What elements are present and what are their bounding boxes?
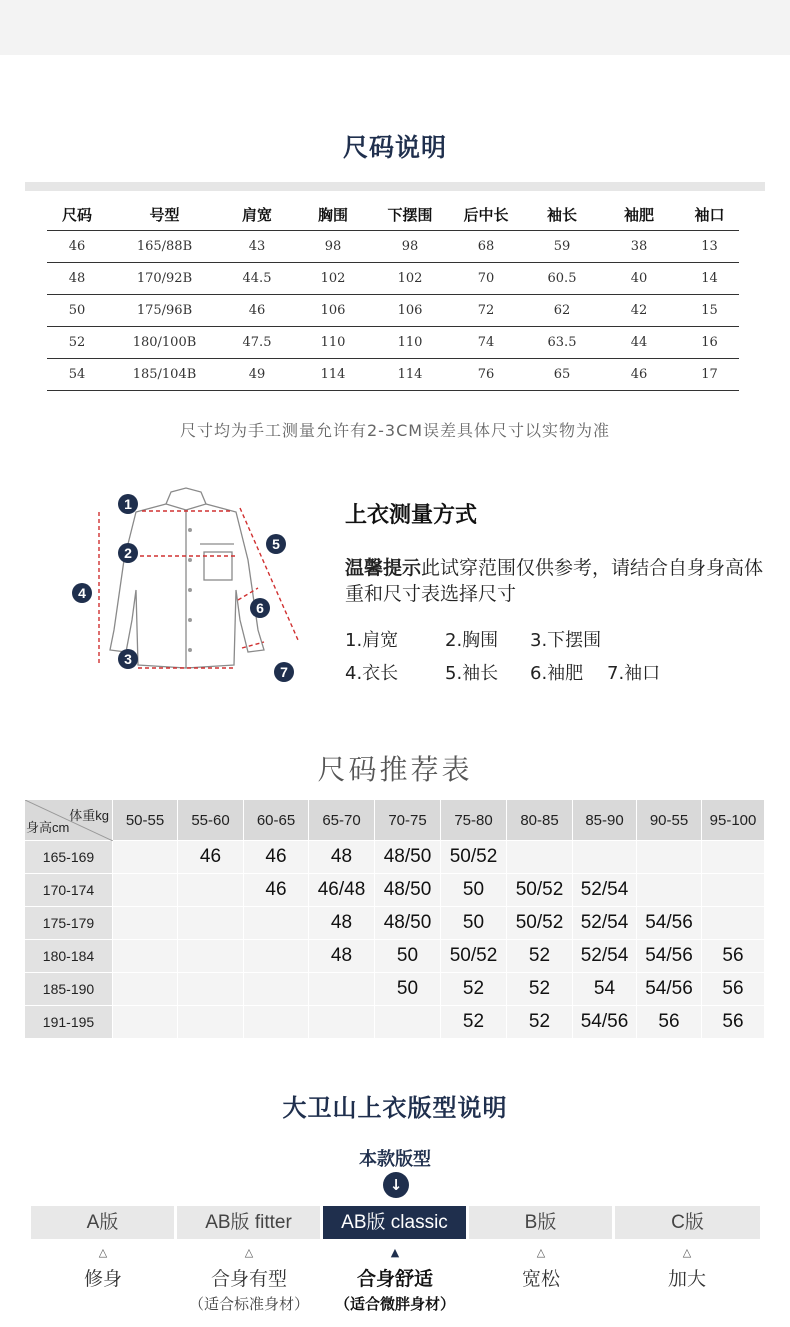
size-cell: 50 xyxy=(441,874,507,907)
size-cell xyxy=(702,874,765,907)
size-cell xyxy=(178,907,244,940)
svg-text:1: 1 xyxy=(124,496,132,512)
table-cell: 54 xyxy=(47,358,107,390)
table-cell: 102 xyxy=(374,262,446,294)
table-cell: 72 xyxy=(446,294,526,326)
table-cell: 49 xyxy=(222,358,292,390)
size-cell xyxy=(309,973,375,1006)
size-cell xyxy=(375,1006,441,1039)
measure-lines xyxy=(99,508,298,668)
table-cell: 74 xyxy=(446,326,526,358)
size-cell xyxy=(702,841,765,874)
table-cell: 65 xyxy=(526,358,598,390)
table-cell: 15 xyxy=(680,294,739,326)
recommend-row xyxy=(25,1006,765,1039)
measure-title: 上衣测量方式 xyxy=(345,503,478,528)
svg-text:3: 3 xyxy=(124,651,132,667)
weight-header: 75-80 xyxy=(441,800,507,841)
fit-desc-label: 加大 xyxy=(667,1268,706,1290)
recommend-header-row xyxy=(25,800,765,841)
table-row xyxy=(47,262,739,294)
table-cell: 63.5 xyxy=(526,326,598,358)
size-cell: 54/56 xyxy=(573,1006,637,1039)
triangle-up-icon: △ xyxy=(536,1246,546,1259)
header-cell: 后中长 xyxy=(446,200,526,230)
fit-desc-c xyxy=(617,1246,757,1291)
table-row xyxy=(47,358,739,390)
table-cell: 98 xyxy=(292,230,374,262)
header-cell: 尺码 xyxy=(47,200,107,230)
svg-text:7: 7 xyxy=(280,664,288,680)
height-cell: 175-179 xyxy=(25,907,113,940)
fit-type-ab-classic: AB版 classic xyxy=(323,1206,466,1239)
weight-header: 70-75 xyxy=(375,800,441,841)
size-cell: 54 xyxy=(573,973,637,1006)
table-cell: 62 xyxy=(526,294,598,326)
table-cell: 16 xyxy=(680,326,739,358)
table-cell: 68 xyxy=(446,230,526,262)
weight-header: 80-85 xyxy=(507,800,573,841)
marker-6 xyxy=(250,598,270,618)
divider-bar xyxy=(25,182,765,191)
marker-5 xyxy=(266,534,286,554)
size-cell: 48/50 xyxy=(375,841,441,874)
size-cell xyxy=(702,907,765,940)
shirt-diagram xyxy=(66,480,306,690)
table-row xyxy=(47,294,739,326)
size-cell: 50/52 xyxy=(441,940,507,973)
size-cell: 48/50 xyxy=(375,907,441,940)
table-cell: 42 xyxy=(598,294,680,326)
svg-text:6: 6 xyxy=(256,600,264,616)
fit-type-bar xyxy=(31,1206,760,1239)
fit-type-a: A版 xyxy=(31,1206,174,1239)
marker-7 xyxy=(274,662,294,682)
corner-cell xyxy=(25,800,113,841)
marker-3 xyxy=(118,649,138,669)
recommend-row xyxy=(25,907,765,940)
size-cell xyxy=(573,841,637,874)
shirt-outline xyxy=(110,488,264,668)
size-cell: 56 xyxy=(702,1006,765,1039)
weight-header: 85-90 xyxy=(573,800,637,841)
size-cell: 50/52 xyxy=(507,907,573,940)
table-cell: 106 xyxy=(374,294,446,326)
size-cell xyxy=(178,874,244,907)
shirt-buttons xyxy=(188,528,192,652)
size-cell: 48 xyxy=(309,841,375,874)
weight-header: 65-70 xyxy=(309,800,375,841)
legend-item: 1.肩宽 xyxy=(345,630,399,651)
measurement-note: 尺寸均为手工测量允许有2-3CM误差具体尺寸以实物为准 xyxy=(179,421,611,440)
svg-text:2: 2 xyxy=(124,545,132,561)
tip-bold: 温馨提示 xyxy=(345,557,422,579)
recommend-row xyxy=(25,940,765,973)
fit-type-b: B版 xyxy=(469,1206,612,1239)
height-cell: 165-169 xyxy=(25,841,113,874)
size-cell: 46 xyxy=(244,874,309,907)
marker-1 xyxy=(118,494,138,514)
weight-header: 95-100 xyxy=(702,800,765,841)
size-cell: 56 xyxy=(702,973,765,1006)
size-section-title: 尺码说明 xyxy=(342,133,447,162)
size-cell xyxy=(113,940,178,973)
size-cell xyxy=(178,1006,244,1039)
marker-4 xyxy=(72,583,92,603)
table-cell: 114 xyxy=(292,358,374,390)
fit-type-ab-fitter: AB版 fitter xyxy=(177,1206,320,1239)
table-cell: 165/88B xyxy=(107,230,222,262)
table-cell: 17 xyxy=(680,358,739,390)
fit-desc-ab-classic xyxy=(325,1246,465,1314)
size-table xyxy=(47,200,739,391)
size-cell xyxy=(113,841,178,874)
size-cell: 54/56 xyxy=(637,907,702,940)
header-cell: 号型 xyxy=(107,200,222,230)
size-cell: 52 xyxy=(507,940,573,973)
size-cell xyxy=(507,841,573,874)
size-cell: 50 xyxy=(375,973,441,1006)
table-cell: 47.5 xyxy=(222,326,292,358)
top-band xyxy=(0,0,790,55)
size-cell: 52/54 xyxy=(573,874,637,907)
table-cell: 40 xyxy=(598,262,680,294)
corner-height-label: 身高cm xyxy=(26,820,70,835)
table-cell: 106 xyxy=(292,294,374,326)
table-cell: 175/96B xyxy=(107,294,222,326)
fit-desc-ab-fitter xyxy=(179,1246,319,1314)
header-cell: 下摆围 xyxy=(374,200,446,230)
height-cell: 170-174 xyxy=(25,874,113,907)
table-row xyxy=(47,230,739,262)
legend-item: 6.袖肥 xyxy=(530,663,584,684)
size-cell: 50 xyxy=(375,940,441,973)
legend-item: 4.衣长 xyxy=(345,663,399,684)
size-cell: 48/50 xyxy=(375,874,441,907)
table-cell: 102 xyxy=(292,262,374,294)
fit-desc-label: 宽松 xyxy=(521,1268,560,1290)
fit-desc-b xyxy=(471,1246,611,1291)
size-cell: 54/56 xyxy=(637,973,702,1006)
size-cell: 46/48 xyxy=(309,874,375,907)
legend-item: 5.袖长 xyxy=(445,663,499,684)
height-cell: 180-184 xyxy=(25,940,113,973)
table-cell: 46 xyxy=(222,294,292,326)
fit-desc-label: 合身舒适 xyxy=(356,1268,433,1290)
corner-weight-label: 体重kg xyxy=(69,808,109,823)
recommend-row xyxy=(25,841,765,874)
header-cell: 袖长 xyxy=(526,200,598,230)
table-cell: 170/92B xyxy=(107,262,222,294)
table-cell: 76 xyxy=(446,358,526,390)
size-cell: 52 xyxy=(441,1006,507,1039)
tip-text: 此试穿范围仅供参考，请结合自身身高体重和尺寸表选择尺寸 xyxy=(345,557,764,605)
triangle-up-filled-icon: ▲ xyxy=(390,1246,400,1259)
table-cell: 43 xyxy=(222,230,292,262)
svg-text:5: 5 xyxy=(272,536,280,552)
table-cell: 13 xyxy=(680,230,739,262)
table-cell: 114 xyxy=(374,358,446,390)
size-cell: 50 xyxy=(441,907,507,940)
svg-text:4: 4 xyxy=(78,585,86,601)
size-cell xyxy=(178,973,244,1006)
size-cell: 52 xyxy=(441,973,507,1006)
triangle-up-icon: △ xyxy=(98,1246,108,1259)
size-cell: 52 xyxy=(507,1006,573,1039)
size-cell: 50/52 xyxy=(507,874,573,907)
table-cell: 44.5 xyxy=(222,262,292,294)
triangle-up-icon: △ xyxy=(244,1246,254,1259)
fit-tip xyxy=(345,555,765,607)
size-cell: 56 xyxy=(637,1006,702,1039)
legend-item: 2.胸围 xyxy=(445,630,499,651)
fit-desc-sub: （适合标准身材） xyxy=(188,1295,309,1313)
header-cell: 肩宽 xyxy=(222,200,292,230)
fit-desc-sub: （适合微胖身材） xyxy=(334,1295,455,1313)
arrow-down-icon: ↓ xyxy=(383,1172,409,1198)
table-cell: 46 xyxy=(598,358,680,390)
size-cell: 48 xyxy=(309,907,375,940)
fit-section-title: 大卫山上衣版型说明 xyxy=(282,1094,508,1122)
weight-header: 55-60 xyxy=(178,800,244,841)
size-cell: 48 xyxy=(309,940,375,973)
size-cell xyxy=(113,907,178,940)
size-cell: 50/52 xyxy=(441,841,507,874)
weight-header: 90-55 xyxy=(637,800,702,841)
table-cell: 60.5 xyxy=(526,262,598,294)
size-cell: 46 xyxy=(178,841,244,874)
weight-header: 50-55 xyxy=(113,800,178,841)
header-cell: 袖口 xyxy=(680,200,739,230)
fit-desc-label: 修身 xyxy=(83,1268,122,1290)
recommend-row xyxy=(25,874,765,907)
header-cell: 袖肥 xyxy=(598,200,680,230)
height-cell: 185-190 xyxy=(25,973,113,1006)
size-cell xyxy=(113,1006,178,1039)
size-cell xyxy=(244,1006,309,1039)
table-cell: 70 xyxy=(446,262,526,294)
table-cell: 110 xyxy=(374,326,446,358)
size-cell xyxy=(244,973,309,1006)
table-cell: 38 xyxy=(598,230,680,262)
size-cell xyxy=(244,940,309,973)
legend-item: 7.袖口 xyxy=(607,663,661,684)
size-cell xyxy=(113,973,178,1006)
table-cell: 52 xyxy=(47,326,107,358)
size-cell xyxy=(178,940,244,973)
current-fit-label: 本款版型 xyxy=(359,1149,431,1170)
table-cell: 185/104B xyxy=(107,358,222,390)
size-cell xyxy=(244,907,309,940)
size-cell xyxy=(637,841,702,874)
size-cell xyxy=(113,874,178,907)
fit-desc-a xyxy=(33,1246,173,1291)
size-cell: 46 xyxy=(244,841,309,874)
table-cell: 180/100B xyxy=(107,326,222,358)
recommend-title: 尺码推荐表 xyxy=(317,753,473,786)
size-cell: 52 xyxy=(507,973,573,1006)
size-cell xyxy=(637,874,702,907)
table-row xyxy=(47,326,739,358)
height-cell: 191-195 xyxy=(25,1006,113,1039)
table-cell: 59 xyxy=(526,230,598,262)
recommend-row xyxy=(25,973,765,1006)
table-cell: 48 xyxy=(47,262,107,294)
marker-2 xyxy=(118,543,138,563)
triangle-up-icon: △ xyxy=(682,1246,692,1259)
recommend-table xyxy=(25,800,765,1039)
size-cell: 52/54 xyxy=(573,907,637,940)
header-cell: 胸围 xyxy=(292,200,374,230)
size-cell: 52/54 xyxy=(573,940,637,973)
table-cell: 46 xyxy=(47,230,107,262)
fit-type-c: C版 xyxy=(615,1206,760,1239)
table-cell: 98 xyxy=(374,230,446,262)
fit-desc-label: 合身有型 xyxy=(210,1268,287,1290)
weight-header: 60-65 xyxy=(244,800,309,841)
size-cell: 54/56 xyxy=(637,940,702,973)
size-table-header xyxy=(47,200,739,230)
size-cell xyxy=(309,1006,375,1039)
size-cell: 56 xyxy=(702,940,765,973)
table-cell: 44 xyxy=(598,326,680,358)
table-cell: 50 xyxy=(47,294,107,326)
table-cell: 110 xyxy=(292,326,374,358)
legend-item: 3.下摆围 xyxy=(530,630,602,651)
table-cell: 14 xyxy=(680,262,739,294)
